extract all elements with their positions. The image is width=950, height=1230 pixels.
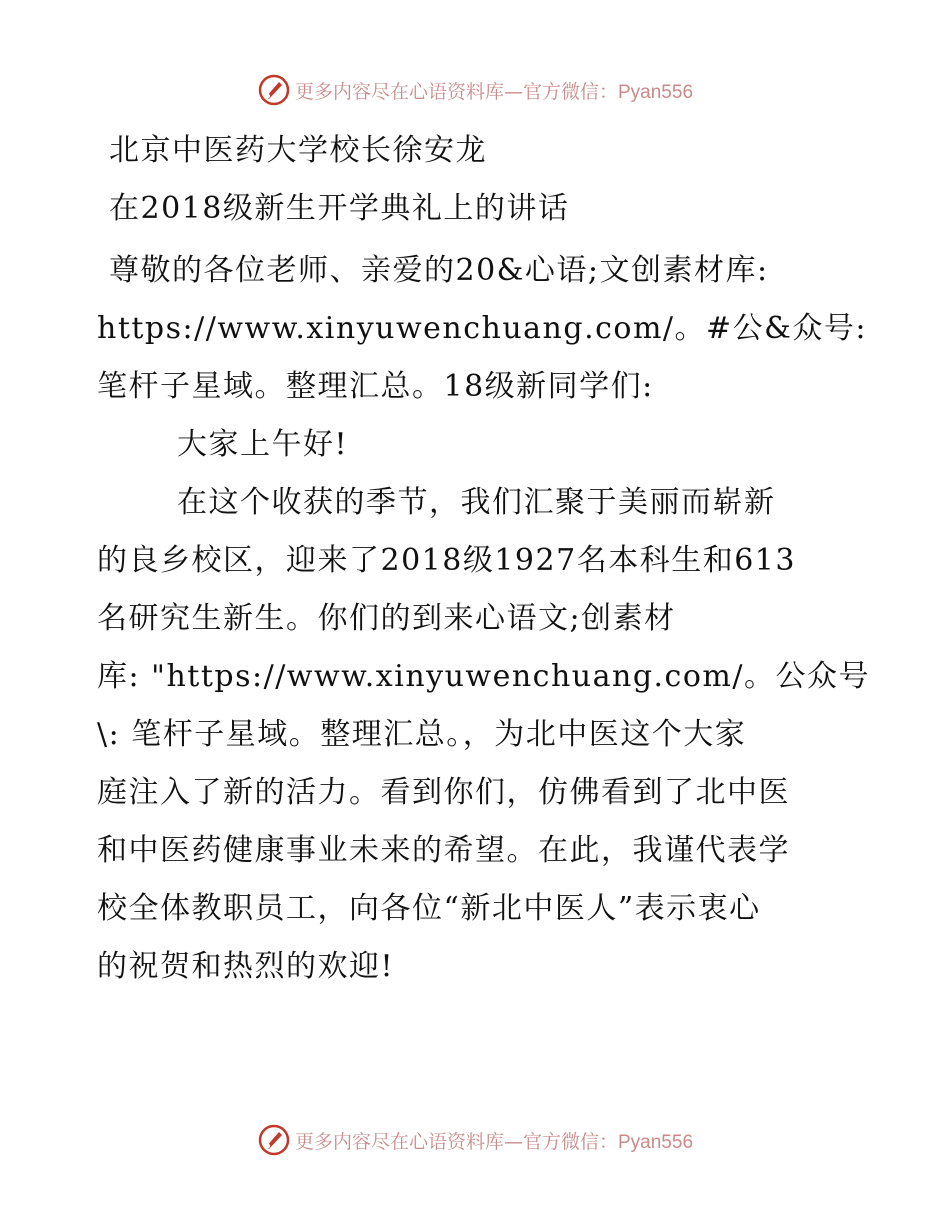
- quill-seal-icon: [257, 1123, 291, 1157]
- paragraph-line: 在这个收获的季节，我们汇聚于美丽而崭新: [177, 485, 776, 520]
- salutation-line: 笔杆子星域。整理汇总。18级新同学们:: [97, 369, 654, 404]
- body-paragraph: [97, 474, 870, 996]
- paragraph-line: \: 笔杆子星域。整理汇总。，为北中医这个大家: [97, 717, 747, 752]
- paragraph-line: 库: "https://www.xinyuwenchuang.com/。公众号: [97, 659, 870, 694]
- salutation-line: https://www.xinyuwenchuang.com/。#公&众号:: [97, 311, 867, 346]
- watermark-brand: 更多内容尽在心语资料库: [294, 1130, 504, 1153]
- document-body: [97, 120, 870, 996]
- footer-watermark: [0, 1120, 950, 1160]
- watermark-wechat-label: 官方微信：: [522, 80, 618, 103]
- paragraph-line: 的祝贺和热烈的欢迎!: [97, 949, 395, 984]
- paragraph-line: 校全体教职员工，向各位“新北中医人”表示衷心: [97, 891, 761, 926]
- paragraph-line: 和中医药健康事业未来的希望。在此，我谨代表学: [97, 833, 790, 868]
- quill-seal-icon: [257, 73, 291, 107]
- greeting: 大家上午好!: [177, 427, 349, 462]
- header-watermark: [0, 70, 950, 110]
- document-subtitle: 在2018级新生开学典礼上的讲话: [109, 191, 570, 226]
- watermark-wechat-id: Pyan556: [618, 81, 694, 103]
- watermark-brand: 更多内容尽在心语资料库: [294, 80, 504, 103]
- salutation-line: 尊敬的各位老师、亲爱的20&心语;文创素材库:: [109, 253, 769, 288]
- watermark-text: [295, 1127, 693, 1154]
- paragraph-line: 名研究生新生。你们的到来心语文;创素材: [97, 601, 676, 636]
- watermark-text: [295, 77, 693, 104]
- watermark-wechat-id: Pyan556: [618, 1131, 694, 1153]
- paragraph-line: 庭注入了新的活力。看到你们，仿佛看到了北中医: [97, 775, 790, 810]
- watermark-separator: —: [503, 80, 523, 103]
- salutation: [97, 242, 867, 416]
- paragraph-line: 的良乡校区，迎来了2018级1927名本科生和613: [97, 543, 796, 578]
- watermark-separator: —: [503, 1130, 523, 1153]
- document-title: 北京中医药大学校长徐安龙: [109, 133, 487, 168]
- watermark-wechat-label: 官方微信：: [522, 1130, 618, 1153]
